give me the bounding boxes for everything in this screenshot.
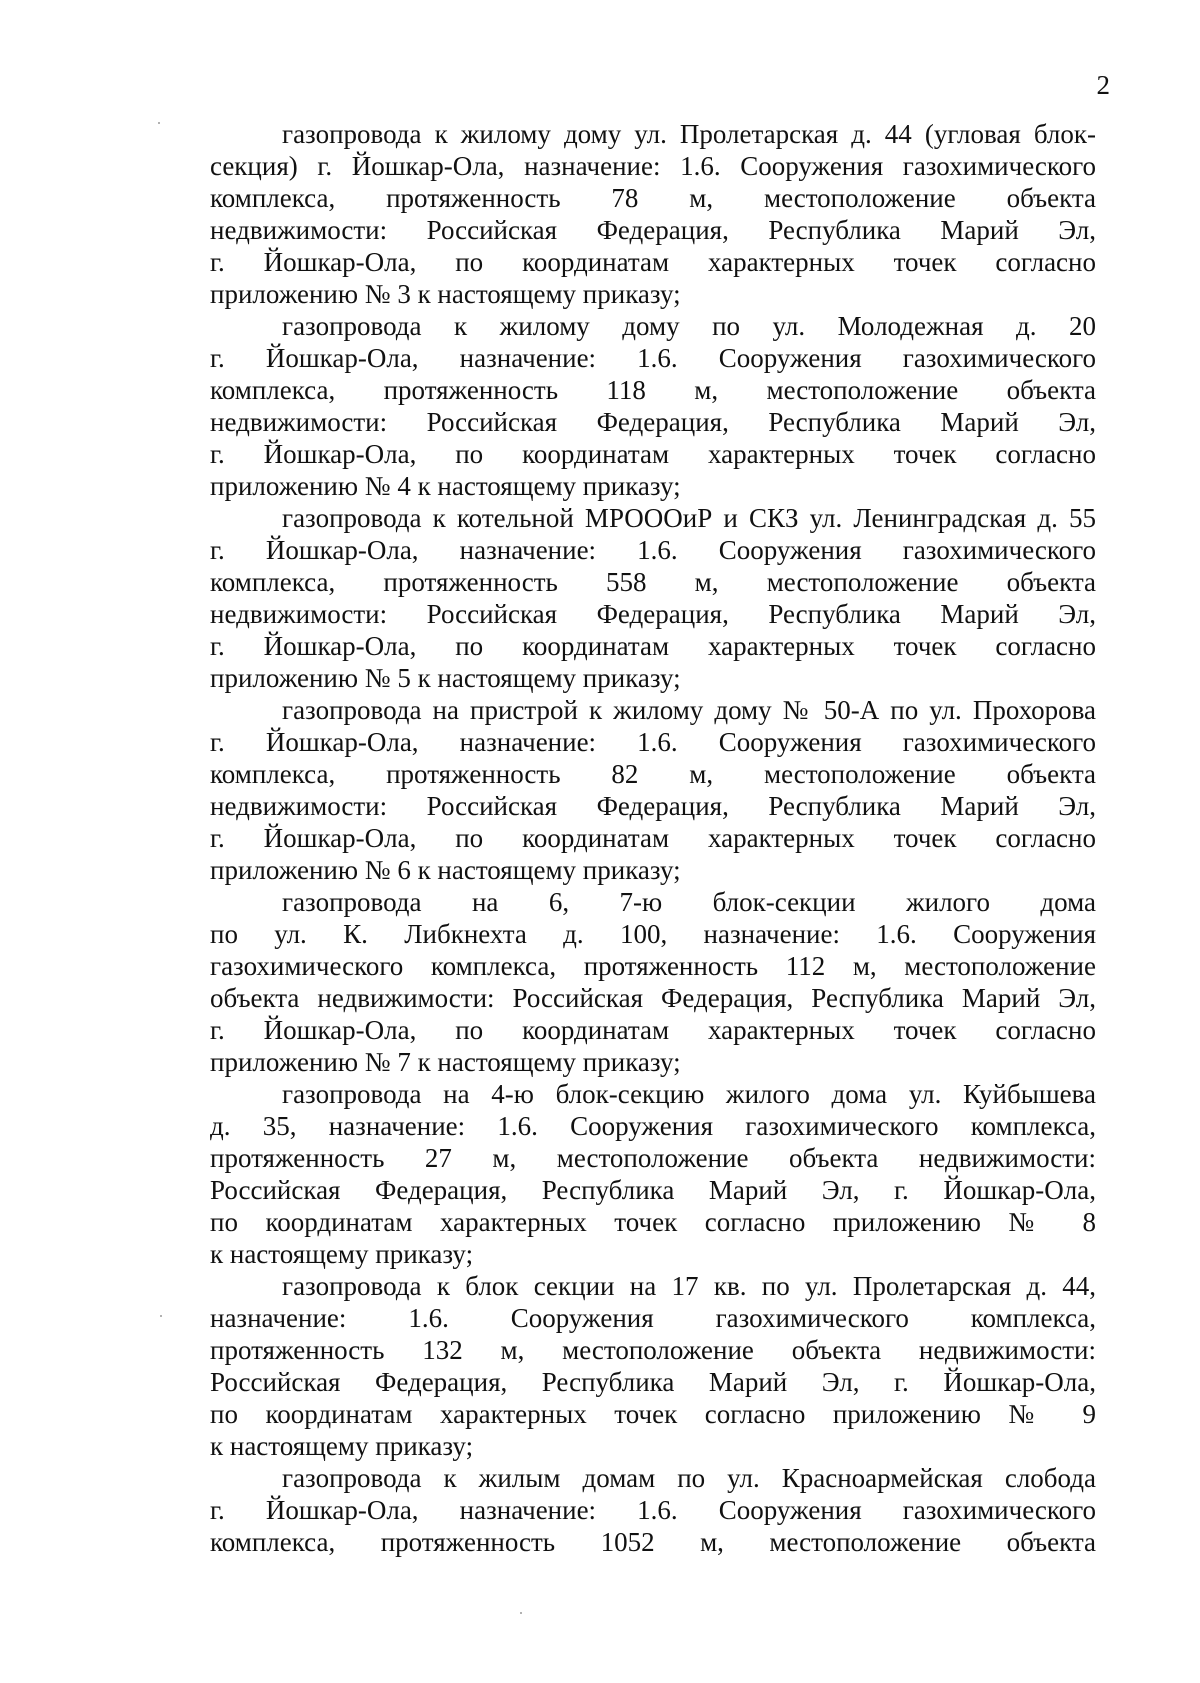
text-line: г. Йошкар-Ола, назначение: 1.6. Сооружения газохимического: [210, 727, 1096, 757]
paragraph: [210, 1462, 1096, 1558]
text-line: приложению № 3 к настоящему приказу;: [210, 279, 681, 309]
text-line: протяженность 132 м, местоположение объекта недвижимости:: [210, 1335, 1096, 1365]
text-line: газохимического комплекса, протяженность 112 м, местоположение: [210, 951, 1096, 981]
text-line: приложению № 5 к настоящему приказу;: [210, 663, 681, 693]
text-line: приложению № 7 к настоящему приказу;: [210, 1047, 681, 1077]
paragraph: [210, 1270, 1096, 1462]
text-line: приложению № 6 к настоящему приказу;: [210, 855, 681, 885]
text-line: объекта недвижимости: Российская Федерация, Республика Марий Эл,: [210, 983, 1096, 1013]
text-line: газопровода к блок секции на 17 кв. по ул. Пролетарская д. 44,: [282, 1271, 1096, 1301]
text-line: газопровода на пристрой к жилому дому № 50-А по ул. Прохорова: [282, 695, 1096, 725]
text-line: недвижимости: Российская Федерация, Республика Марий Эл,: [210, 791, 1096, 821]
text-line: к настоящему приказу;: [210, 1239, 474, 1269]
text-line: газопровода на 6, 7-ю блок-секции жилого дома: [282, 887, 1096, 917]
scan-artifact: [158, 122, 160, 124]
text-line: газопровода к жилому дому по ул. Молодежная д. 20: [282, 311, 1096, 341]
text-line: г. Йошкар-Ола, назначение: 1.6. Сооружения газохимического: [210, 535, 1096, 565]
text-line: г. Йошкар-Ола, назначение: 1.6. Сооружения газохимического: [210, 343, 1096, 373]
text-line: по ул. К. Либкнехта д. 100, назначение: 1.6. Сооружения: [210, 919, 1096, 949]
scan-artifact: [160, 1315, 162, 1317]
text-line: г. Йошкар-Ола, по координатам характерных точек согласно: [210, 631, 1096, 661]
page-number: 2: [1096, 70, 1110, 100]
paragraph: [210, 310, 1096, 502]
text-line: г. Йошкар-Ола, по координатам характерных точек согласно: [210, 1015, 1096, 1045]
text-line: недвижимости: Российская Федерация, Республика Марий Эл,: [210, 215, 1096, 245]
text-line: назначение: 1.6. Сооружения газохимического комплекса,: [210, 1303, 1096, 1333]
text-line: д. 35, назначение: 1.6. Сооружения газохимического комплекса,: [210, 1111, 1096, 1141]
text-line: по координатам характерных точек согласно приложению № 8: [210, 1207, 1096, 1237]
text-line: Российская Федерация, Республика Марий Эл, г. Йошкар-Ола,: [210, 1175, 1096, 1205]
text-line: газопровода к жилым домам по ул. Красноармейская слобода: [282, 1463, 1096, 1493]
text-line: Российская Федерация, Республика Марий Эл, г. Йошкар-Ола,: [210, 1367, 1096, 1397]
text-line: протяженность 27 м, местоположение объекта недвижимости:: [210, 1143, 1096, 1173]
paragraph: [210, 502, 1096, 694]
text-line: по координатам характерных точек согласно приложению № 9: [210, 1399, 1096, 1429]
paragraph: [210, 694, 1096, 886]
scan-artifact: [520, 1612, 522, 1614]
text-line: комплекса, протяженность 558 м, местоположение объекта: [210, 567, 1096, 597]
text-line: г. Йошкар-Ола, по координатам характерных точек согласно: [210, 823, 1096, 853]
text-line: газопровода к жилому дому ул. Пролетарская д. 44 (угловая блок-: [282, 119, 1096, 149]
document-body: [210, 118, 1096, 1558]
paragraph: [210, 118, 1096, 310]
text-line: комплекса, протяженность 82 м, местоположение объекта: [210, 759, 1096, 789]
text-line: комплекса, протяженность 78 м, местоположение объекта: [210, 183, 1096, 213]
text-line: недвижимости: Российская Федерация, Республика Марий Эл,: [210, 407, 1096, 437]
text-line: г. Йошкар-Ола, назначение: 1.6. Сооружения газохимического: [210, 1495, 1096, 1525]
text-line: газопровода на 4-ю блок-секцию жилого дома ул. Куйбышева: [282, 1079, 1096, 1109]
text-line: комплекса, протяженность 118 м, местоположение объекта: [210, 375, 1096, 405]
text-line: приложению № 4 к настоящему приказу;: [210, 471, 681, 501]
text-line: секция) г. Йошкар-Ола, назначение: 1.6. Сооружения газохимического: [210, 151, 1096, 181]
text-line: недвижимости: Российская Федерация, Республика Марий Эл,: [210, 599, 1096, 629]
paragraph: [210, 886, 1096, 1078]
text-line: газопровода к котельной МРОООиР и СКЗ ул. Ленинградская д. 55: [282, 503, 1096, 533]
text-line: комплекса, протяженность 1052 м, местоположение объекта: [210, 1527, 1096, 1557]
text-line: к настоящему приказу;: [210, 1431, 474, 1461]
text-line: г. Йошкар-Ола, по координатам характерных точек согласно: [210, 439, 1096, 469]
paragraph: [210, 1078, 1096, 1270]
text-line: г. Йошкар-Ола, по координатам характерных точек согласно: [210, 247, 1096, 277]
